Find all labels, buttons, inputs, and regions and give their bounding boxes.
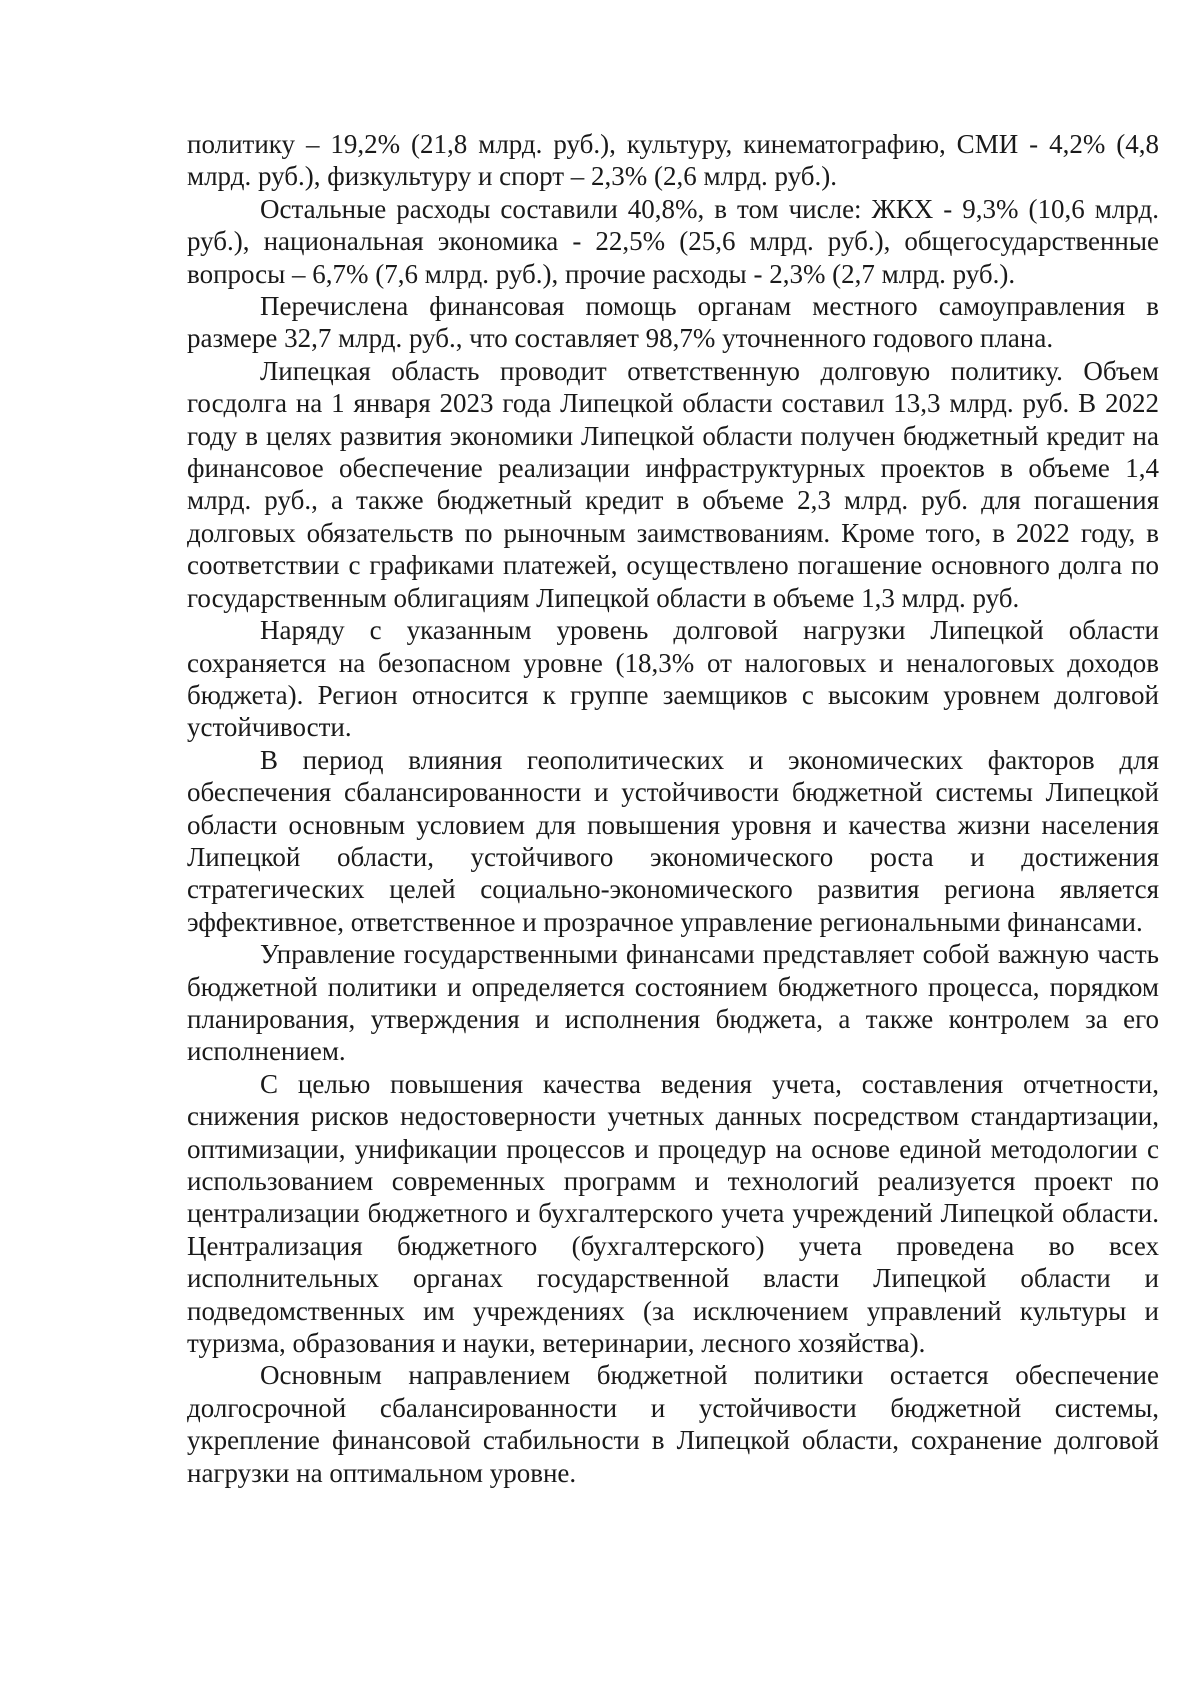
paragraph-finance-management: Управление государственными финансами представляет собой важную часть бюджетной политики и определяется состоянием бюджетного процесса, порядком планирования, утверждения и исполнения бюджета, а также контролем за его исполнением. (187, 939, 1159, 1067)
paragraph-local-aid: Перечислена финансовая помощь органам местного самоуправления в размере 32,7 млрд. руб., что составляет 98,7% уточненного годового плана. (187, 291, 1159, 354)
paragraph-other-expenses: Остальные расходы составили 40,8%, в том числе: ЖКХ - 9,3% (10,6 млрд. руб.), национальная экономика - 22,5% (25,6 млрд. руб.), общегосударственные вопросы – 6,7% (7,6 млрд. руб.), прочие расходы - 2,3% (2,7 млрд. руб.). (187, 193, 1159, 289)
paragraph-centralization: С целью повышения качества ведения учета, составления отчетности, снижения рисков недостоверности учетных данных посредством стандартизации, оптимизации, унификации процессов и процедур на основе единой методологии с использованием современных программ и технологий реализуется проект по централизации бюджетного и бухгалтерского учета учреждений Липецкой области. Централизация бюджетного (бухгалтерского) учета проведена во всех исполнительных органах государственной власти Липецкой области и подведомственных им учреждениях (за исключением управлений культуры и туризма, образования и науки, ветеринарии, лесного хозяйства). (187, 1068, 1159, 1359)
paragraph-main-direction: Основным направлением бюджетной политики остается обеспечение долгосрочной сбалансированности и устойчивости бюджетной системы, укрепление финансовой стабильности в Липецкой области, сохранение долговой нагрузки на оптимальном уровне. (187, 1360, 1159, 1488)
paragraph-geopolitical-factors: В период влияния геополитических и экономических факторов для обеспечения сбалансированности и устойчивости бюджетной системы Липецкой области основным условием для повышения уровня и качества жизни населения Липецкой области, устойчивого экономического роста и достижения стратегических целей социально-экономического развития региона является эффективное, ответственное и прозрачное управление региональными финансами. (187, 744, 1159, 937)
paragraph-debt-load: Наряду с указанным уровень долговой нагрузки Липецкой области сохраняется на безопасном уровне (18,3% от налоговых и неналоговых доходов бюджета). Регион относится к группе заемщиков с высоким уровнем долговой устойчивости. (187, 615, 1159, 743)
paragraph-spending-continuation: политику – 19,2% (21,8 млрд. руб.), культуру, кинематографию, СМИ - 4,2% (4,8 млрд. руб.), физкультуру и спорт – 2,3% (2,6 млрд. руб.). (187, 129, 1159, 192)
paragraph-debt-policy: Липецкая область проводит ответственную долговую политику. Объем госдолга на 1 января 2023 года Липецкой области составил 13,3 млрд. руб. В 2022 году в целях развития экономики Липецкой области получен бюджетный кредит на финансовое обеспечение реализации инфраструктурных проектов в объеме 1,4 млрд. руб., а также бюджетный кредит в объеме 2,3 млрд. руб. для погашения долговых обязательств по рыночным заимствованиям. Кроме того, в 2022 году, в соответствии с графиками платежей, осуществлено погашение основного долга по государственным облигациям Липецкой области в объеме 1,3 млрд. руб. (187, 355, 1159, 613)
document-body (187, 128, 1159, 1489)
